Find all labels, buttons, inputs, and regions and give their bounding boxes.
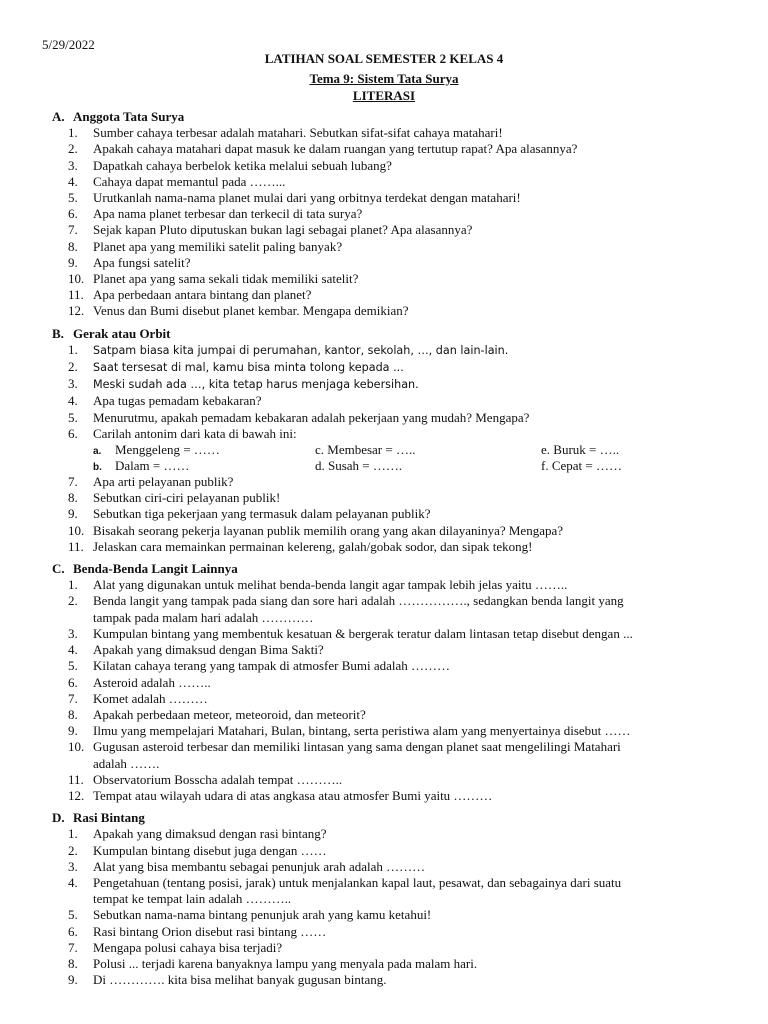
question-text: Saat tersesat di mal, kamu bisa minta tolong kepada ... bbox=[93, 361, 404, 375]
question-item bbox=[52, 376, 742, 393]
question-list bbox=[52, 474, 742, 555]
question-text: Venus dan Bumi disebut planet kembar. Mengapa demikian? bbox=[93, 303, 409, 319]
question-item bbox=[52, 474, 742, 490]
section-title: Anggota Tata Surya bbox=[73, 109, 185, 124]
question-text: Apa tugas pemadam kebakaran? bbox=[93, 393, 262, 409]
section-heading bbox=[52, 109, 742, 125]
subtitle: LITERASI bbox=[352, 88, 416, 103]
question-item bbox=[52, 141, 742, 157]
question-number: 2. bbox=[68, 842, 78, 858]
question-list bbox=[52, 826, 742, 988]
question-item bbox=[52, 342, 742, 359]
question-number: 4. bbox=[68, 393, 78, 409]
question-number: 11. bbox=[68, 771, 84, 787]
question-number: 1. bbox=[68, 341, 78, 357]
question-number: 9. bbox=[68, 254, 78, 270]
question-text: Asteroid adalah …….. bbox=[93, 674, 211, 690]
question-text: Carilah antonim dari kata di bawah ini: bbox=[93, 425, 297, 441]
question-item bbox=[52, 788, 742, 804]
question-number: 3. bbox=[68, 625, 78, 641]
question-text: Meski sudah ada …, kita tetap harus menjaga kebersihan. bbox=[93, 378, 419, 392]
question-continuation: tempat ke tempat lain adalah ……….. bbox=[93, 891, 292, 907]
section-c bbox=[52, 561, 742, 804]
question-number: 6. bbox=[68, 674, 78, 690]
question-item bbox=[52, 924, 742, 940]
question-text: Pengetahuan (tentang posisi, jarak) untuk menjalankan kapal laut, pesawat, dan sebagainya dari suatu bbox=[93, 874, 622, 890]
question-number: 1. bbox=[68, 826, 78, 842]
question-number: 10. bbox=[68, 739, 85, 755]
question-number: 9. bbox=[68, 723, 78, 739]
question-number: 5. bbox=[68, 907, 78, 923]
question-text: Apakah cahaya matahari dapat masuk ke dalam ruangan yang tertutup rapat? Apa alasannya? bbox=[93, 141, 578, 157]
question-item bbox=[52, 490, 742, 506]
question-text: Sebutkan tiga pekerjaan yang termasuk dalam pelayanan publik? bbox=[93, 506, 431, 522]
question-number: 8. bbox=[68, 955, 78, 971]
question-text: Kumpulan bintang yang membentuk kesatuan & bergerak teratur dalam lintasan tetap disebut dengan ... bbox=[93, 625, 633, 641]
section-d bbox=[52, 810, 742, 988]
question-item bbox=[52, 739, 742, 755]
question-item bbox=[52, 271, 742, 287]
question-number: 7. bbox=[68, 690, 78, 706]
antonym-item: f. Cepat = …… bbox=[541, 458, 622, 474]
question-list bbox=[52, 342, 742, 442]
question-item bbox=[52, 190, 742, 206]
question-item bbox=[52, 158, 742, 174]
section-title: Gerak atau Orbit bbox=[73, 325, 171, 341]
question-text: Mengapa polusi cahaya bisa terjadi? bbox=[93, 939, 283, 955]
question-item bbox=[52, 426, 742, 442]
question-item bbox=[52, 593, 742, 609]
question-number: 9. bbox=[68, 506, 78, 522]
question-text: Apa nama planet terbesar dan terkecil di tata surya? bbox=[93, 206, 363, 222]
antonym-label: b. bbox=[93, 462, 102, 474]
question-text: Apa arti pelayanan publik? bbox=[93, 474, 234, 490]
question-text: Jelaskan cara memainkan permainan kelereng, galah/gobak sodor, dan sipak tekong! bbox=[93, 538, 533, 554]
question-number: 6. bbox=[68, 206, 78, 222]
question-text: Apa fungsi satelit? bbox=[93, 254, 191, 270]
question-text: Kilatan cahaya terang yang tampak di atmosfer Bumi adalah ……… bbox=[93, 658, 451, 674]
question-item bbox=[52, 723, 742, 739]
question-number: 2. bbox=[68, 359, 78, 375]
question-item bbox=[52, 707, 742, 723]
question-number: 5. bbox=[68, 409, 78, 425]
question-item bbox=[52, 577, 742, 593]
question-text: Benda langit yang tampak pada siang dan sore hari adalah ……………., sedangkan benda langit yang bbox=[93, 593, 624, 609]
section-a bbox=[52, 109, 742, 320]
question-item bbox=[52, 393, 742, 409]
question-text: Alat yang bisa membantu sebagai penunjuk arah adalah ……… bbox=[93, 858, 426, 874]
question-item bbox=[52, 506, 742, 522]
section-heading bbox=[52, 326, 742, 342]
antonym-item: e. Buruk = ….. bbox=[541, 442, 620, 458]
question-item bbox=[52, 523, 742, 539]
question-number: 11. bbox=[68, 287, 84, 303]
question-text: Sebutkan nama-nama bintang penunjuk arah yang kamu ketahui! bbox=[93, 907, 432, 923]
question-item bbox=[52, 875, 742, 891]
question-item bbox=[52, 956, 742, 972]
question-number: 4. bbox=[68, 642, 78, 658]
question-continuation: adalah ……. bbox=[93, 755, 160, 771]
section-b bbox=[52, 326, 742, 555]
question-item bbox=[52, 206, 742, 222]
question-text: Cahaya dapat memantul pada ……... bbox=[93, 173, 286, 189]
question-list bbox=[52, 577, 742, 804]
question-text: Apa perbedaan antara bintang dan planet? bbox=[93, 287, 312, 303]
question-number: 4. bbox=[68, 874, 78, 890]
question-number: 7. bbox=[68, 939, 78, 955]
question-number: 2. bbox=[68, 593, 78, 609]
question-text: Rasi bintang Orion disebut rasi bintang …… bbox=[93, 923, 327, 939]
question-item bbox=[52, 658, 742, 674]
section-title: Rasi Bintang bbox=[73, 810, 145, 826]
question-continuation: tampak pada malam hari adalah ………… bbox=[93, 609, 314, 625]
question-text: Apakah perbedaan meteor, meteoroid, dan meteorit? bbox=[93, 706, 366, 722]
antonym-grid bbox=[52, 442, 742, 474]
question-item bbox=[52, 642, 742, 658]
date: 5/29/2022 bbox=[42, 37, 95, 52]
question-text: Menurutmu, apakah pemadam kebakaran adalah pekerjaan yang mudah? Mengapa? bbox=[93, 409, 530, 425]
question-number: 1. bbox=[68, 577, 78, 593]
question-item bbox=[52, 239, 742, 255]
question-item bbox=[52, 410, 742, 426]
section-letter: D. bbox=[52, 810, 65, 826]
question-number: 3. bbox=[68, 858, 78, 874]
question-text: Satpam biasa kita jumpai di perumahan, kantor, sekolah, …, dan lain-lain. bbox=[93, 343, 509, 357]
question-number: 12. bbox=[68, 303, 85, 319]
question-number: 8. bbox=[68, 238, 78, 254]
question-number: 12. bbox=[68, 787, 85, 803]
question-number: 5. bbox=[68, 658, 78, 674]
question-text: Tempat atau wilayah udara di atas angkasa atau atmosfer Bumi yaitu ……… bbox=[93, 787, 493, 803]
question-text: Urutkanlah nama-nama planet mulai dari yang orbitnya terdekat dengan matahari! bbox=[93, 190, 521, 206]
question-item bbox=[52, 907, 742, 923]
question-item bbox=[52, 626, 742, 642]
question-number: 3. bbox=[68, 157, 78, 173]
question-number: 7. bbox=[68, 222, 78, 238]
question-text: Sumber cahaya terbesar adalah matahari. Sebutkan sifat-sifat cahaya matahari! bbox=[93, 125, 503, 141]
section-heading bbox=[52, 810, 742, 826]
question-text: Gugusan asteroid terbesar dan memiliki lintasan yang sama dengan planet saat mengelilingi Matahari bbox=[93, 739, 621, 755]
question-number: 9. bbox=[68, 972, 78, 988]
question-item bbox=[52, 287, 742, 303]
question-item bbox=[52, 972, 742, 988]
question-text: Bisakah seorang pekerja layanan publik memilih orang yang akan dilayaninya? Mengapa? bbox=[93, 522, 563, 538]
question-number: 4. bbox=[68, 173, 78, 189]
question-text: Apakah yang dimaksud dengan Bima Sakti? bbox=[93, 642, 324, 658]
question-item bbox=[52, 859, 742, 875]
question-item bbox=[52, 255, 742, 271]
question-number: 7. bbox=[68, 474, 78, 490]
question-text: Kumpulan bintang disebut juga dengan …… bbox=[93, 842, 327, 858]
question-number: 6. bbox=[68, 923, 78, 939]
theme-title: Tema 9: Sistem Tata Surya bbox=[309, 71, 459, 86]
section-letter: C. bbox=[52, 561, 65, 577]
question-number: 1. bbox=[68, 125, 78, 141]
antonym-item: c. Membesar = ….. bbox=[315, 442, 416, 458]
question-text: Komet adalah ……… bbox=[93, 690, 208, 706]
question-item bbox=[52, 174, 742, 190]
question-item bbox=[52, 675, 742, 691]
question-number: 2. bbox=[68, 141, 78, 157]
question-list bbox=[52, 125, 742, 319]
question-text: Apakah yang dimaksud dengan rasi bintang? bbox=[93, 826, 327, 842]
question-number: 5. bbox=[68, 190, 78, 206]
question-item bbox=[52, 539, 742, 555]
question-number: 11. bbox=[68, 538, 84, 554]
question-text: Planet apa yang memiliki satelit paling banyak? bbox=[93, 238, 343, 254]
antonym-item: d. Susah = ……. bbox=[315, 458, 403, 474]
question-number: 10. bbox=[68, 271, 85, 287]
question-item bbox=[52, 691, 742, 707]
question-text: Alat yang digunakan untuk melihat benda-benda langit agar tampak lebih jelas yaitu …….. bbox=[93, 577, 568, 593]
antonym-text: Dalam = …… bbox=[115, 458, 190, 474]
question-text: Ilmu yang mempelajari Matahari, Bulan, bintang, serta peristiwa alam yang menyertainya disebut …… bbox=[93, 723, 631, 739]
document-title: LATIHAN SOAL SEMESTER 2 KELAS 4 bbox=[264, 51, 504, 66]
question-item bbox=[52, 125, 742, 141]
question-item bbox=[52, 940, 742, 956]
question-content bbox=[52, 109, 742, 994]
question-item bbox=[52, 303, 742, 319]
question-text: Polusi ... terjadi karena banyaknya lampu yang menyala pada malam hari. bbox=[93, 955, 478, 971]
question-item bbox=[52, 826, 742, 842]
question-text: Dapatkah cahaya berbelok ketika melalui sebuah lubang? bbox=[93, 157, 392, 173]
question-text: Sejak kapan Pluto diputuskan bukan lagi sebagai planet? Apa alasannya? bbox=[93, 222, 473, 238]
question-item bbox=[52, 843, 742, 859]
antonym-label: a. bbox=[93, 446, 102, 458]
question-number: 3. bbox=[68, 376, 78, 392]
question-text: Observatorium Bosscha adalah tempat ……….. bbox=[93, 771, 343, 787]
question-number: 8. bbox=[68, 706, 78, 722]
question-number: 6. bbox=[68, 425, 78, 441]
section-heading bbox=[52, 561, 742, 577]
antonym-text: Menggeleng = …… bbox=[115, 442, 220, 458]
question-text: Planet apa yang sama sekali tidak memiliki satelit? bbox=[93, 271, 359, 287]
section-letter: A. bbox=[52, 109, 65, 124]
question-text: Sebutkan ciri-ciri pelayanan publik! bbox=[93, 490, 281, 506]
question-item bbox=[52, 772, 742, 788]
question-number: 10. bbox=[68, 522, 85, 538]
question-number: 8. bbox=[68, 490, 78, 506]
section-title: Benda-Benda Langit Lainnya bbox=[73, 561, 238, 577]
question-text: Di …………. kita bisa melihat banyak gugusan bintang. bbox=[93, 972, 387, 988]
section-letter: B. bbox=[52, 325, 64, 341]
question-item bbox=[52, 359, 742, 376]
question-item bbox=[52, 222, 742, 238]
